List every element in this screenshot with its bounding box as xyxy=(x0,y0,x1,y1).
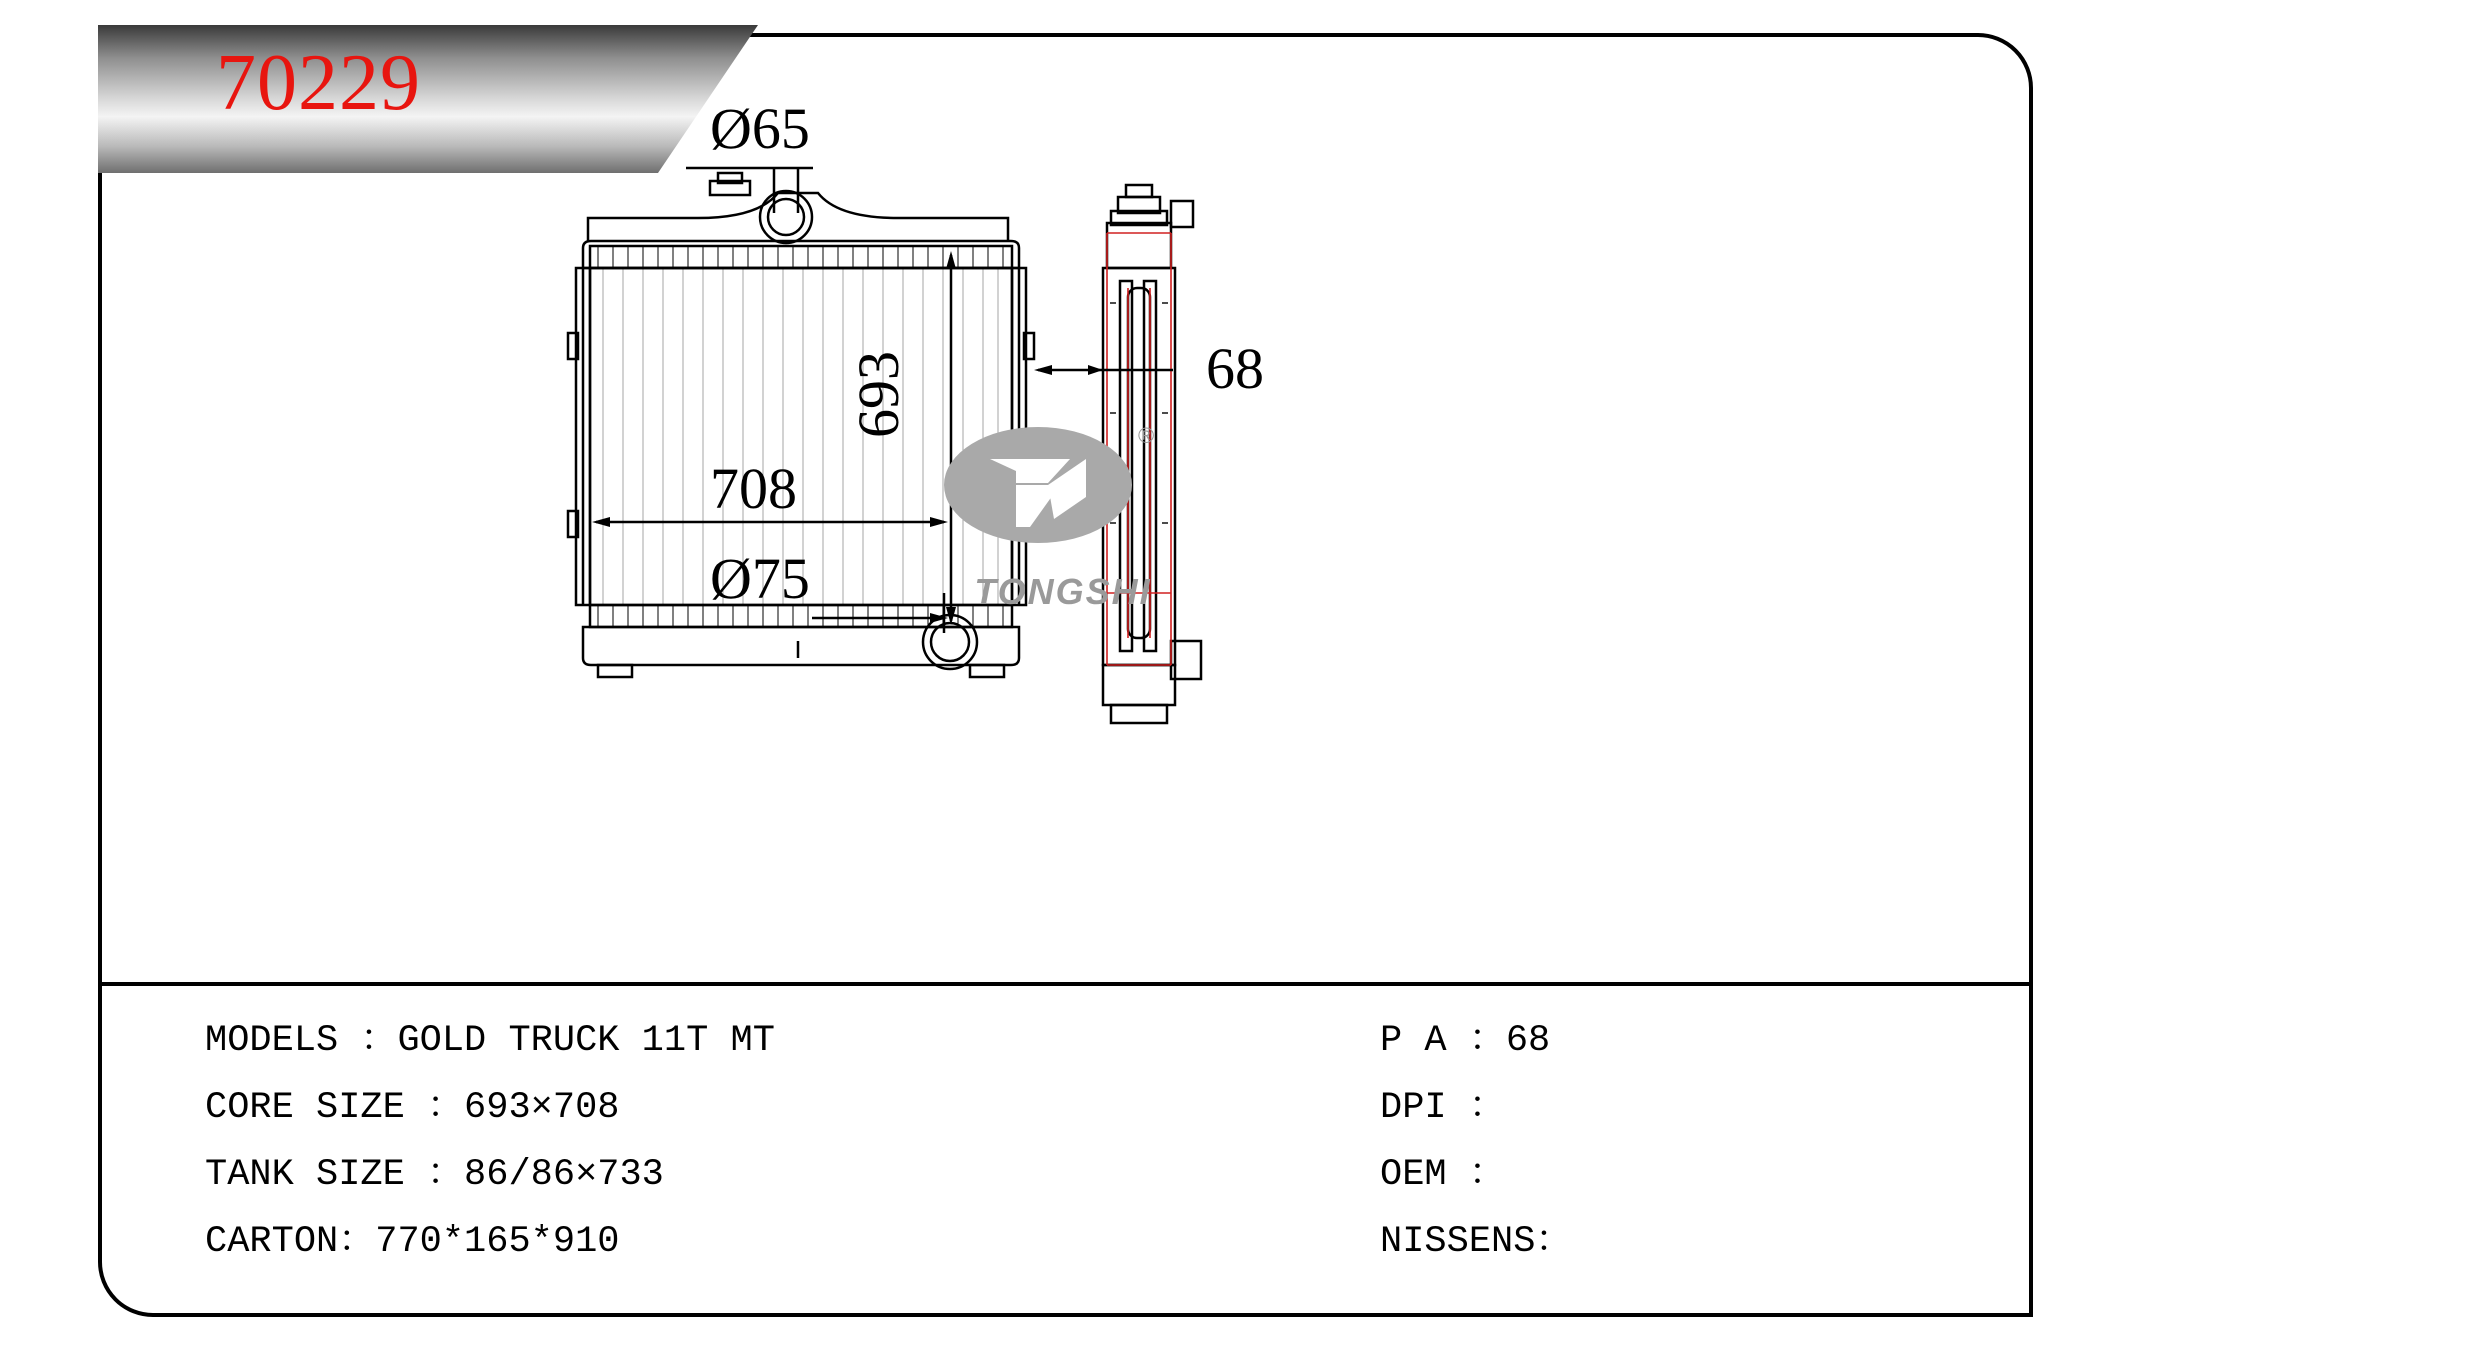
dim-text-core-height: 693 xyxy=(846,351,911,438)
spec-value-core-size: 693×708 xyxy=(464,1087,620,1129)
registered-trademark-icon: ® xyxy=(1138,423,1155,448)
spec-label-dpi: DPI ： xyxy=(1380,1087,1506,1129)
spec-label-carton: CARTON： xyxy=(205,1221,376,1263)
part-number-tag-background xyxy=(98,25,758,173)
spec-row-carton xyxy=(205,1209,1305,1276)
spec-label-pa: P A ： xyxy=(1380,1020,1506,1062)
technical-drawing xyxy=(98,33,2033,983)
drawing-canvas xyxy=(98,33,2033,983)
dim-text-core-width: 708 xyxy=(710,456,797,521)
spec-label-tank-size: TANK SIZE ： xyxy=(205,1154,465,1196)
dim-text-top-diameter: Ø65 xyxy=(710,96,810,161)
spec-value-carton: 770*165*910 xyxy=(375,1221,620,1263)
dim-text-depth: 68 xyxy=(1206,336,1264,401)
spec-column-left xyxy=(205,1008,1305,1276)
dim-line-core-height xyxy=(946,251,956,625)
spec-label-models: MODELS ： xyxy=(205,1020,398,1062)
logo-wordmark: TONGSHI xyxy=(974,571,1152,612)
part-number-tag xyxy=(98,25,758,173)
spec-row-pa xyxy=(1380,1008,1940,1075)
spec-row-dpi xyxy=(1380,1075,1940,1142)
spec-row-tank-size xyxy=(205,1142,1305,1209)
spec-label-nissens: NISSENS： xyxy=(1380,1221,1573,1263)
spec-label-core-size: CORE SIZE ： xyxy=(205,1087,465,1129)
spec-value-models: GOLD TRUCK 11T MT xyxy=(397,1020,775,1062)
side-view-radiator xyxy=(1103,185,1201,723)
spec-divider xyxy=(98,982,2033,986)
spec-row-oem xyxy=(1380,1142,1940,1209)
spec-value-pa: 68 xyxy=(1505,1020,1551,1062)
dim-text-bottom-diameter: Ø75 xyxy=(710,546,810,611)
dim-line-bottom-diameter xyxy=(798,593,948,658)
spec-column-right xyxy=(1380,1008,1940,1276)
part-number: 70229 xyxy=(216,39,421,127)
spec-value-tank-size: 86/86×733 xyxy=(464,1154,664,1196)
spec-row-models xyxy=(205,1008,1305,1075)
spec-row-nissens xyxy=(1380,1209,1940,1276)
spec-row-core-size xyxy=(205,1075,1305,1142)
spec-label-oem: OEM ： xyxy=(1380,1154,1506,1196)
